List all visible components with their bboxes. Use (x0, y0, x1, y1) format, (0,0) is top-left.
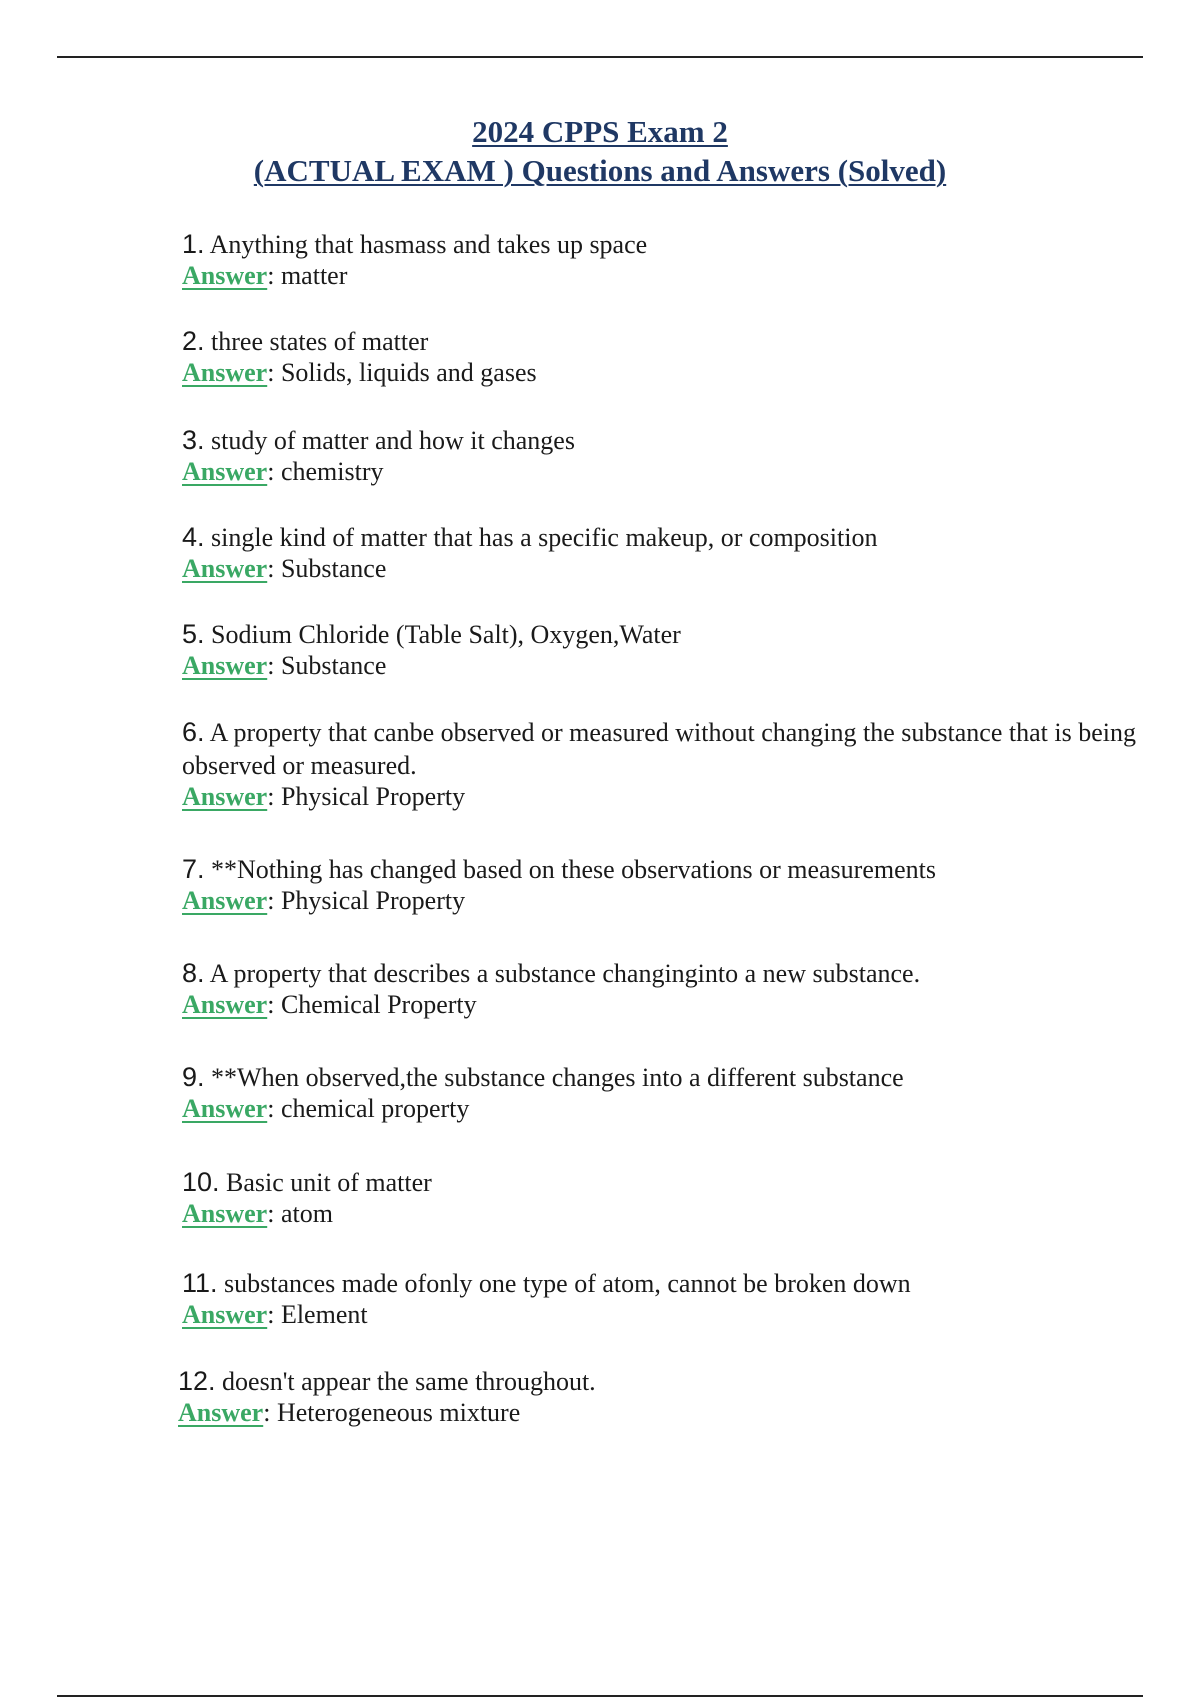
qa-item-12 (178, 1365, 1138, 1429)
question-number: 11. (182, 1268, 218, 1298)
question (182, 1267, 1142, 1300)
answer-text: chemical property (280, 1094, 470, 1123)
question-number: 2. (182, 326, 205, 356)
qa-item-7 (182, 853, 1142, 917)
question-text: substances made ofonly one type of atom, cannot be broken down (224, 1269, 911, 1298)
answer-text: Physical Property (280, 782, 466, 811)
question (182, 853, 1142, 886)
question (178, 1365, 1138, 1398)
answer-label: Answer (182, 1300, 268, 1329)
question-text: Basic unit of matter (226, 1168, 432, 1197)
answer-text: matter (280, 261, 348, 290)
qa-item-8 (182, 957, 1142, 1021)
question (182, 1061, 1142, 1094)
answer-text: Solids, liquids and gases (280, 358, 537, 387)
question-number: 1. (182, 229, 205, 259)
answer-text: Heterogeneous mixture (276, 1398, 521, 1427)
question-number: 9. (182, 1062, 205, 1092)
qa-item-3 (182, 424, 1142, 488)
question-text: doesn't appear the same throughout. (222, 1367, 596, 1396)
answer: Answer: atom (182, 1199, 333, 1228)
question-text: A property that describes a substance changinginto a new substance. (209, 959, 921, 988)
answer-text: atom (280, 1199, 333, 1228)
question-number: 10. (182, 1167, 220, 1197)
answer-text: Chemical Property (280, 990, 477, 1019)
qa-item-6 (182, 716, 1142, 813)
answer-label: Answer (182, 554, 268, 583)
answer: Answer: Element (182, 1300, 368, 1329)
answer-text: chemistry (280, 457, 384, 486)
top-rule (57, 56, 1143, 58)
answer-label: Answer (182, 990, 268, 1019)
qa-item-10 (182, 1166, 1142, 1230)
answer-label: Answer (182, 886, 268, 915)
question-text: study of matter and how it changes (211, 426, 575, 455)
question (182, 325, 1142, 358)
qa-item-4 (182, 521, 1142, 585)
answer: Answer: chemistry (182, 457, 384, 486)
title-line-2: (ACTUAL EXAM ) Questions and Answers (Solved) (253, 153, 947, 188)
question (182, 957, 1142, 990)
question-text: three states of matter (211, 327, 429, 356)
question (182, 716, 1142, 782)
answer: Answer: Chemical Property (182, 990, 477, 1019)
qa-item-11 (182, 1267, 1142, 1331)
question (182, 1166, 1142, 1199)
answer: Answer: Substance (182, 554, 387, 583)
qa-item-1 (182, 228, 1142, 292)
answer: Answer: Substance (182, 651, 387, 680)
question-number: 4. (182, 522, 205, 552)
title-line-1: 2024 CPPS Exam 2 (472, 114, 728, 149)
answer: Answer: Physical Property (182, 782, 466, 811)
question-number: 12. (178, 1366, 216, 1396)
answer-text: Substance (280, 651, 387, 680)
answer-text: Physical Property (280, 886, 466, 915)
answer-label: Answer (182, 261, 268, 290)
answer: Answer: Solids, liquids and gases (182, 358, 537, 387)
answer: Answer: matter (182, 261, 348, 290)
document-title (0, 112, 1200, 190)
answer-label: Answer (182, 1094, 268, 1123)
question-text: Sodium Chloride (Table Salt), Oxygen,Water (211, 620, 681, 649)
question-text: **When observed,the substance changes into a different substance (211, 1063, 904, 1092)
answer: Answer: chemical property (182, 1094, 470, 1123)
question (182, 521, 1142, 554)
bottom-rule (57, 1695, 1143, 1697)
question (182, 228, 1142, 261)
question-number: 3. (182, 425, 205, 455)
question-number: 6. (182, 717, 205, 747)
answer: Answer: Heterogeneous mixture (178, 1398, 521, 1427)
answer-label: Answer (182, 457, 268, 486)
qa-item-5 (182, 618, 1142, 682)
question (182, 424, 1142, 457)
answer-text: Substance (280, 554, 387, 583)
question-text: A property that canbe observed or measured without changing the substance that is being observed or measured. (182, 718, 1136, 780)
qa-item-9 (182, 1061, 1142, 1125)
qa-item-2 (182, 325, 1142, 389)
answer-text: Element (280, 1300, 368, 1329)
question (182, 618, 1142, 651)
question-number: 8. (182, 958, 205, 988)
question-number: 7. (182, 854, 205, 884)
question-text: single kind of matter that has a specific makeup, or composition (211, 523, 878, 552)
answer-label: Answer (182, 782, 268, 811)
question-text: Anything that hasmass and takes up space (209, 230, 648, 259)
answer-label: Answer (178, 1398, 264, 1427)
question-number: 5. (182, 619, 205, 649)
answer-label: Answer (182, 1199, 268, 1228)
question-text: **Nothing has changed based on these observations or measurements (211, 855, 936, 884)
answer-label: Answer (182, 651, 268, 680)
answer-label: Answer (182, 358, 268, 387)
answer: Answer: Physical Property (182, 886, 466, 915)
